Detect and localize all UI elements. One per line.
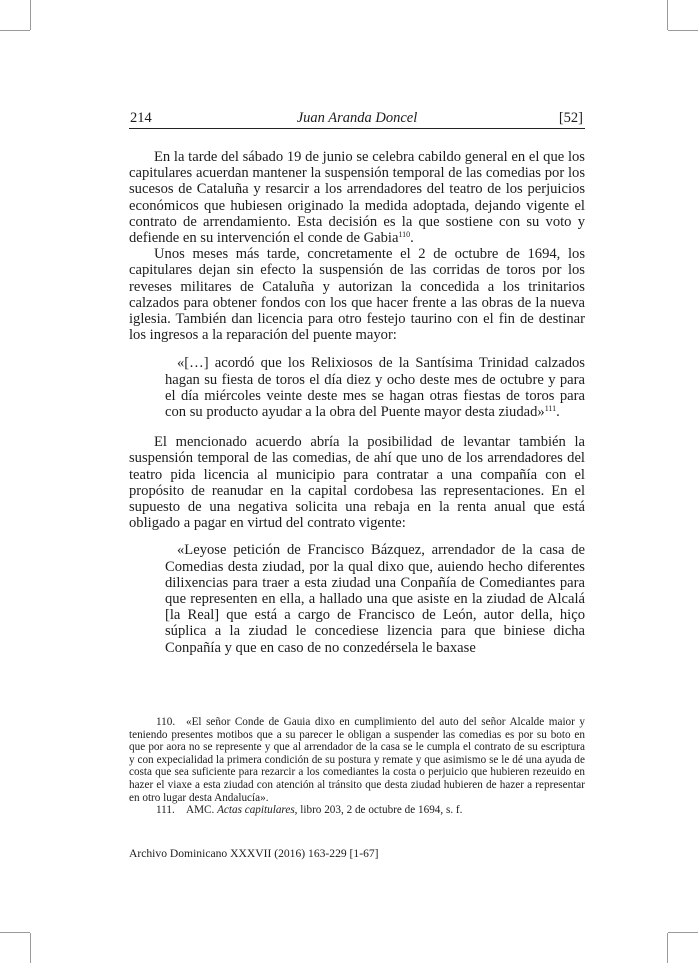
footnote: 111. AMC. Actas capitulares, libro 203, 2 de octubre de 1694, s. f. bbox=[156, 804, 463, 817]
paragraph: El mencionado acuerdo abría la posibilidad de levantar también la suspensión temporal de las comedias, de ahí que uno de los arrendadores del teatro pida licencia al municipio para contratar a una compañía con el propósito de reanudar en la capital cordobesa las representaciones. En el supuesto de una negativa solicita una rebaja en la renta anual que está obligado a pagar en virtud del contrato vigente: bbox=[129, 434, 585, 532]
main-text bbox=[129, 149, 585, 656]
paragraph: En la tarde del sábado 19 de junio se celebra cabildo general en el que los capitulares acuerdan mantener la suspensión temporal de las comedias por los sucesos de Cataluña y resarcir a los arrendadores del teatro de los perjuicios económicos que hubiesen originado la medida adoptada, dejando vigente el contrato de arrendamiento. Esta decisión es la que sostiene con su voto y defiende en su intervención el conde de Gabia$^{110}$. bbox=[129, 149, 585, 247]
footnote-ref[interactable]: 110 bbox=[398, 230, 411, 240]
running-author: Juan Aranda Doncel bbox=[296, 110, 418, 126]
footnote-ref[interactable]: 111 bbox=[544, 404, 557, 414]
page-content bbox=[129, 100, 585, 656]
footnote-number: 111. bbox=[156, 804, 175, 817]
section-number: [52] bbox=[558, 110, 583, 126]
page-number: 214 bbox=[130, 110, 152, 126]
block-quote: «Leyose petición de Francisco Bázquez, arrendador de la casa de Comedias desta ziudad, por la qual dixo que, auiendo hecho diferentes dilixencias para traer a esta ziudad una Conpañía de Comediantes para que representen en ella, a hallado una que asiste en la ziudad de Alcalá [la Real] que está a cargo de Francisco de León, autor della, hiço súplica a la ziudad le concediese lizencia para que biniese dicha Conpañía y que en caso de no conzedérsela le baxase bbox=[165, 542, 585, 656]
crop-mark bbox=[30, 0, 31, 30]
footnote: 110. «El señor Conde de Gauia dixo en cumplimiento del auto del señor Alcalde maior y teniendo presentes motibos que a su parecer le obligan a suspender las comedias es por su boto en que por aora no se represente y que al arrendador de la casa se le cumpla el contrato de su escriptura y con expecialidad la primera condición de su postura y remate y que asimismo se le dé una ayuda de costa que sea suficiente para rezarcir a los comediantes la costa o perjuicio que hubieren rezeuido en hazer el viaxe a esta ziudad con atención al tránsito que desta ziudad hubieren de hazer a representar en otro lugar desta Andalucía». bbox=[129, 716, 585, 804]
crop-mark bbox=[667, 0, 668, 30]
crop-mark bbox=[30, 933, 31, 963]
crop-mark bbox=[668, 932, 698, 933]
block-quote: «[…] acordó que los Relixiosos de la Santísima Trinidad calzados hagan su fiesta de toros el día diez y ocho deste mes de octubre y para el día miércoles veinte deste mes se hagan otras fiestas de toros para con su producto ayudar a la obra del Puente mayor desta ziudad»$^{111}$. bbox=[165, 355, 585, 421]
journal-footer: Archivo Dominicano XXXVII (2016) 163-229 [1-67] bbox=[129, 847, 379, 860]
source-title: Actas capitulares bbox=[217, 804, 295, 817]
crop-mark bbox=[0, 932, 30, 933]
paragraph: Unos meses más tarde, concretamente el 2 de octubre de 1694, los capitulares dejan sin efecto la suspensión de las corridas de toros por los reveses militares de Cataluña y autorizan la concedida a los trinitarios calzados para obtener fondos con los que hacer frente a las obras de la nueva iglesia. También dan licencia para otro festejo taurino con el fin de destinar los ingresos a la reparación del puente mayor: bbox=[129, 246, 585, 344]
footnotes bbox=[129, 716, 585, 817]
crop-mark bbox=[0, 30, 30, 31]
crop-mark bbox=[667, 933, 668, 963]
running-header bbox=[129, 100, 585, 129]
footnote-number: 110. bbox=[156, 716, 176, 728]
crop-mark bbox=[668, 30, 698, 31]
